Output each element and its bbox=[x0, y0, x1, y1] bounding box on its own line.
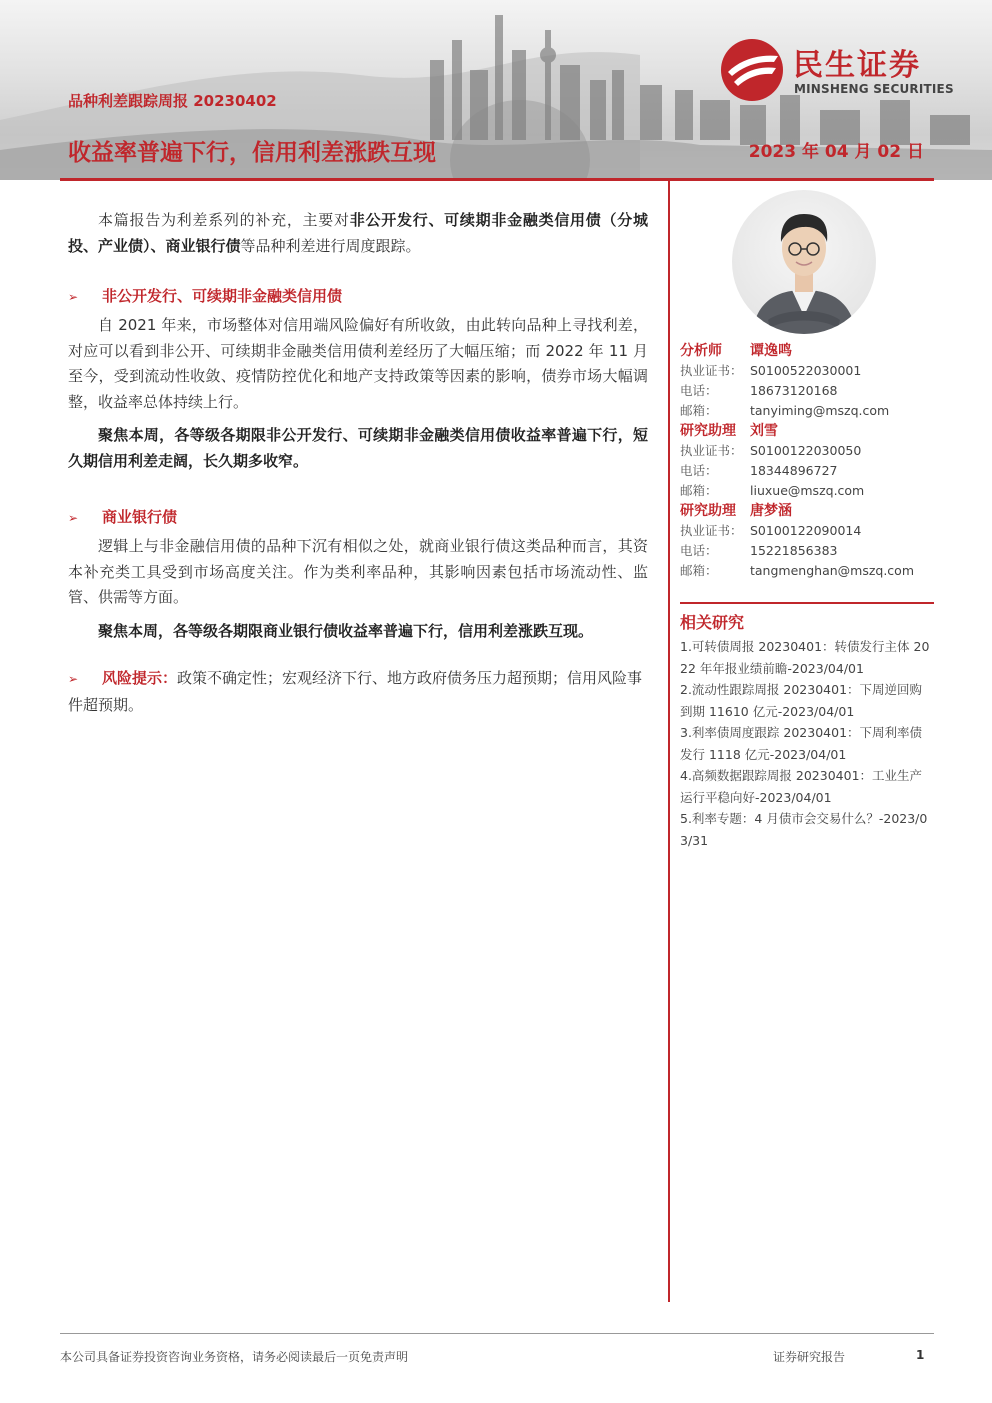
analyst-email-row bbox=[680, 401, 934, 421]
section-body-bank: 逻辑上与非金融信用债的品种下沉有相似之处，就商业银行债这类品种而言，其资本补充类工具受到市场高度关注。作为类利率品种，其影响因素包括市场流动性、监管、供需等方面。 bbox=[68, 537, 648, 606]
phone-value: 18673120168 bbox=[750, 383, 838, 398]
arrow-bullet-icon: ➢ bbox=[68, 511, 79, 525]
analyst-cert-row bbox=[680, 441, 934, 461]
analyst-phone-row bbox=[680, 381, 934, 401]
analyst-role: 研究助理 bbox=[680, 503, 736, 519]
analyst-name: 唐梦涵 bbox=[750, 503, 792, 519]
cert-label: 执业证书： bbox=[680, 443, 743, 458]
header-banner bbox=[0, 0, 992, 180]
analyst-card bbox=[680, 501, 934, 581]
phone-value: 18344896727 bbox=[750, 463, 838, 478]
column-divider bbox=[668, 180, 670, 1302]
cert-label: 执业证书： bbox=[680, 363, 743, 378]
minsheng-logo bbox=[720, 38, 970, 102]
analyst-name-row bbox=[680, 501, 934, 521]
related-research-item[interactable]: 2.流动性跟踪周报 20230401：下周逆回购到期 11610 亿元-2023/04/01 bbox=[680, 682, 923, 719]
intro-bold-text: 非公开发行、可续期非金融类信用债（分城投、产业债）、商业银行债 bbox=[68, 211, 648, 255]
section-body-nonpublic: 自 2021 年来，市场整体对信用端风险偏好有所收敛，由此转向品种上寻找利差，对应可以看到非公开、可续期非金融类信用债利差经历了大幅压缩；而 2022 年 11 月至今，受到流动性收敛、疫情防控优化和地产支持政策等因素的影响，债券市场大幅调整，收益率总体持续上行。 bbox=[68, 316, 648, 411]
footer-disclaimer: 本公司具备证券投资咨询业务资格，请务必阅读最后一页免责声明 bbox=[60, 1350, 409, 1364]
related-research-heading: 相关研究 bbox=[680, 602, 934, 634]
section-heading-bank bbox=[68, 504, 648, 530]
analyst-name-row bbox=[680, 421, 934, 441]
analyst-email-row bbox=[680, 481, 934, 501]
phone-label: 电话： bbox=[680, 383, 718, 398]
footer-label: 证券研究报告 bbox=[773, 1350, 846, 1364]
analyst-cert-row bbox=[680, 521, 934, 541]
cert-value: S0100522030001 bbox=[750, 363, 862, 378]
email-link[interactable]: tangmenghan@mszq.com bbox=[750, 563, 915, 578]
header-divider bbox=[60, 178, 934, 181]
analyst-phone-row bbox=[680, 541, 934, 561]
logo-emblem-icon bbox=[720, 38, 784, 102]
intro-paragraph bbox=[68, 208, 648, 259]
phone-label: 电话： bbox=[680, 463, 718, 478]
related-research-item[interactable]: 4.高频数据跟踪周报 20230401：工业生产运行平稳向好-2023/04/01 bbox=[680, 768, 923, 805]
page-number: 1 bbox=[916, 1348, 925, 1362]
related-research-item[interactable]: 3.利率债周度跟踪 20230401：下周利率债发行 1118 亿元-2023/04/01 bbox=[680, 725, 923, 762]
cert-value: S0100122030050 bbox=[750, 443, 862, 458]
phone-value: 15221856383 bbox=[750, 543, 838, 558]
phone-label: 电话： bbox=[680, 543, 718, 558]
analyst-photo bbox=[732, 190, 876, 334]
main-content bbox=[68, 208, 648, 718]
email-label: 邮箱： bbox=[680, 403, 718, 418]
arrow-bullet-icon: ➢ bbox=[68, 672, 79, 686]
analyst-role: 研究助理 bbox=[680, 423, 736, 439]
risk-text: 政策不确定性；宏观经济下行、地方政府债务压力超预期；信用风险事件超预期。 bbox=[68, 669, 643, 714]
analyst-cert-row bbox=[680, 361, 934, 381]
analyst-portrait-image bbox=[732, 190, 876, 334]
analyst-card bbox=[680, 341, 934, 421]
analyst-role: 分析师 bbox=[680, 343, 722, 359]
analyst-name: 刘雪 bbox=[750, 423, 778, 439]
section-heading-text: 非公开发行、可续期非金融类信用债 bbox=[102, 287, 343, 305]
related-research-item[interactable]: 5.利率专题：4 月债市会交易什么？-2023/03/31 bbox=[680, 811, 928, 848]
section-focus-bank: 聚焦本周，各等级各期限商业银行债收益率普遍下行，信用利差涨跌互现。 bbox=[98, 621, 594, 640]
section-heading-text: 商业银行债 bbox=[102, 508, 178, 526]
brand-name-cn: 民生证券 bbox=[793, 48, 921, 83]
report-title: 收益率普遍下行，信用利差涨跌互现 bbox=[68, 140, 436, 166]
email-label: 邮箱： bbox=[680, 483, 718, 498]
report-type: 品种利差跟踪周报 20230402 bbox=[68, 92, 277, 110]
analyst-card bbox=[680, 421, 934, 501]
risk-warning bbox=[68, 666, 648, 718]
analyst-name: 谭逸鸣 bbox=[750, 343, 792, 359]
related-research-list bbox=[680, 636, 930, 851]
brand-name-en: MINSHENG SECURITIES bbox=[794, 82, 954, 96]
email-link[interactable]: liuxue@mszq.com bbox=[750, 483, 865, 498]
intro-text-1: 本篇报告为利差系列的补充，主要对 bbox=[98, 211, 350, 229]
related-research-item[interactable]: 1.可转债周报 20230401：转债发行主体 2022 年年报业绩前瞻-2023/04/01 bbox=[680, 639, 930, 676]
footer-divider bbox=[60, 1333, 934, 1334]
intro-text-2: 等品种利差进行周度跟踪。 bbox=[240, 236, 421, 255]
email-label: 邮箱： bbox=[680, 563, 718, 578]
email-link[interactable]: tanyiming@mszq.com bbox=[750, 403, 890, 418]
arrow-bullet-icon: ➢ bbox=[68, 290, 79, 304]
section-heading-nonpublic bbox=[68, 283, 648, 309]
cert-value: S0100122090014 bbox=[750, 523, 862, 538]
analyst-email-row bbox=[680, 561, 934, 581]
analyst-list bbox=[680, 341, 934, 581]
report-date: 2023 年 04 月 02 日 bbox=[748, 142, 924, 162]
cert-label: 执业证书： bbox=[680, 523, 743, 538]
risk-label: 风险提示： bbox=[102, 669, 178, 687]
analyst-phone-row bbox=[680, 461, 934, 481]
analyst-name-row bbox=[680, 341, 934, 361]
section-focus-nonpublic: 聚焦本周，各等级各期限非公开发行、可续期非金融类信用债收益率普遍下行，短久期信用利差走阔，长久期多收窄。 bbox=[68, 426, 648, 470]
